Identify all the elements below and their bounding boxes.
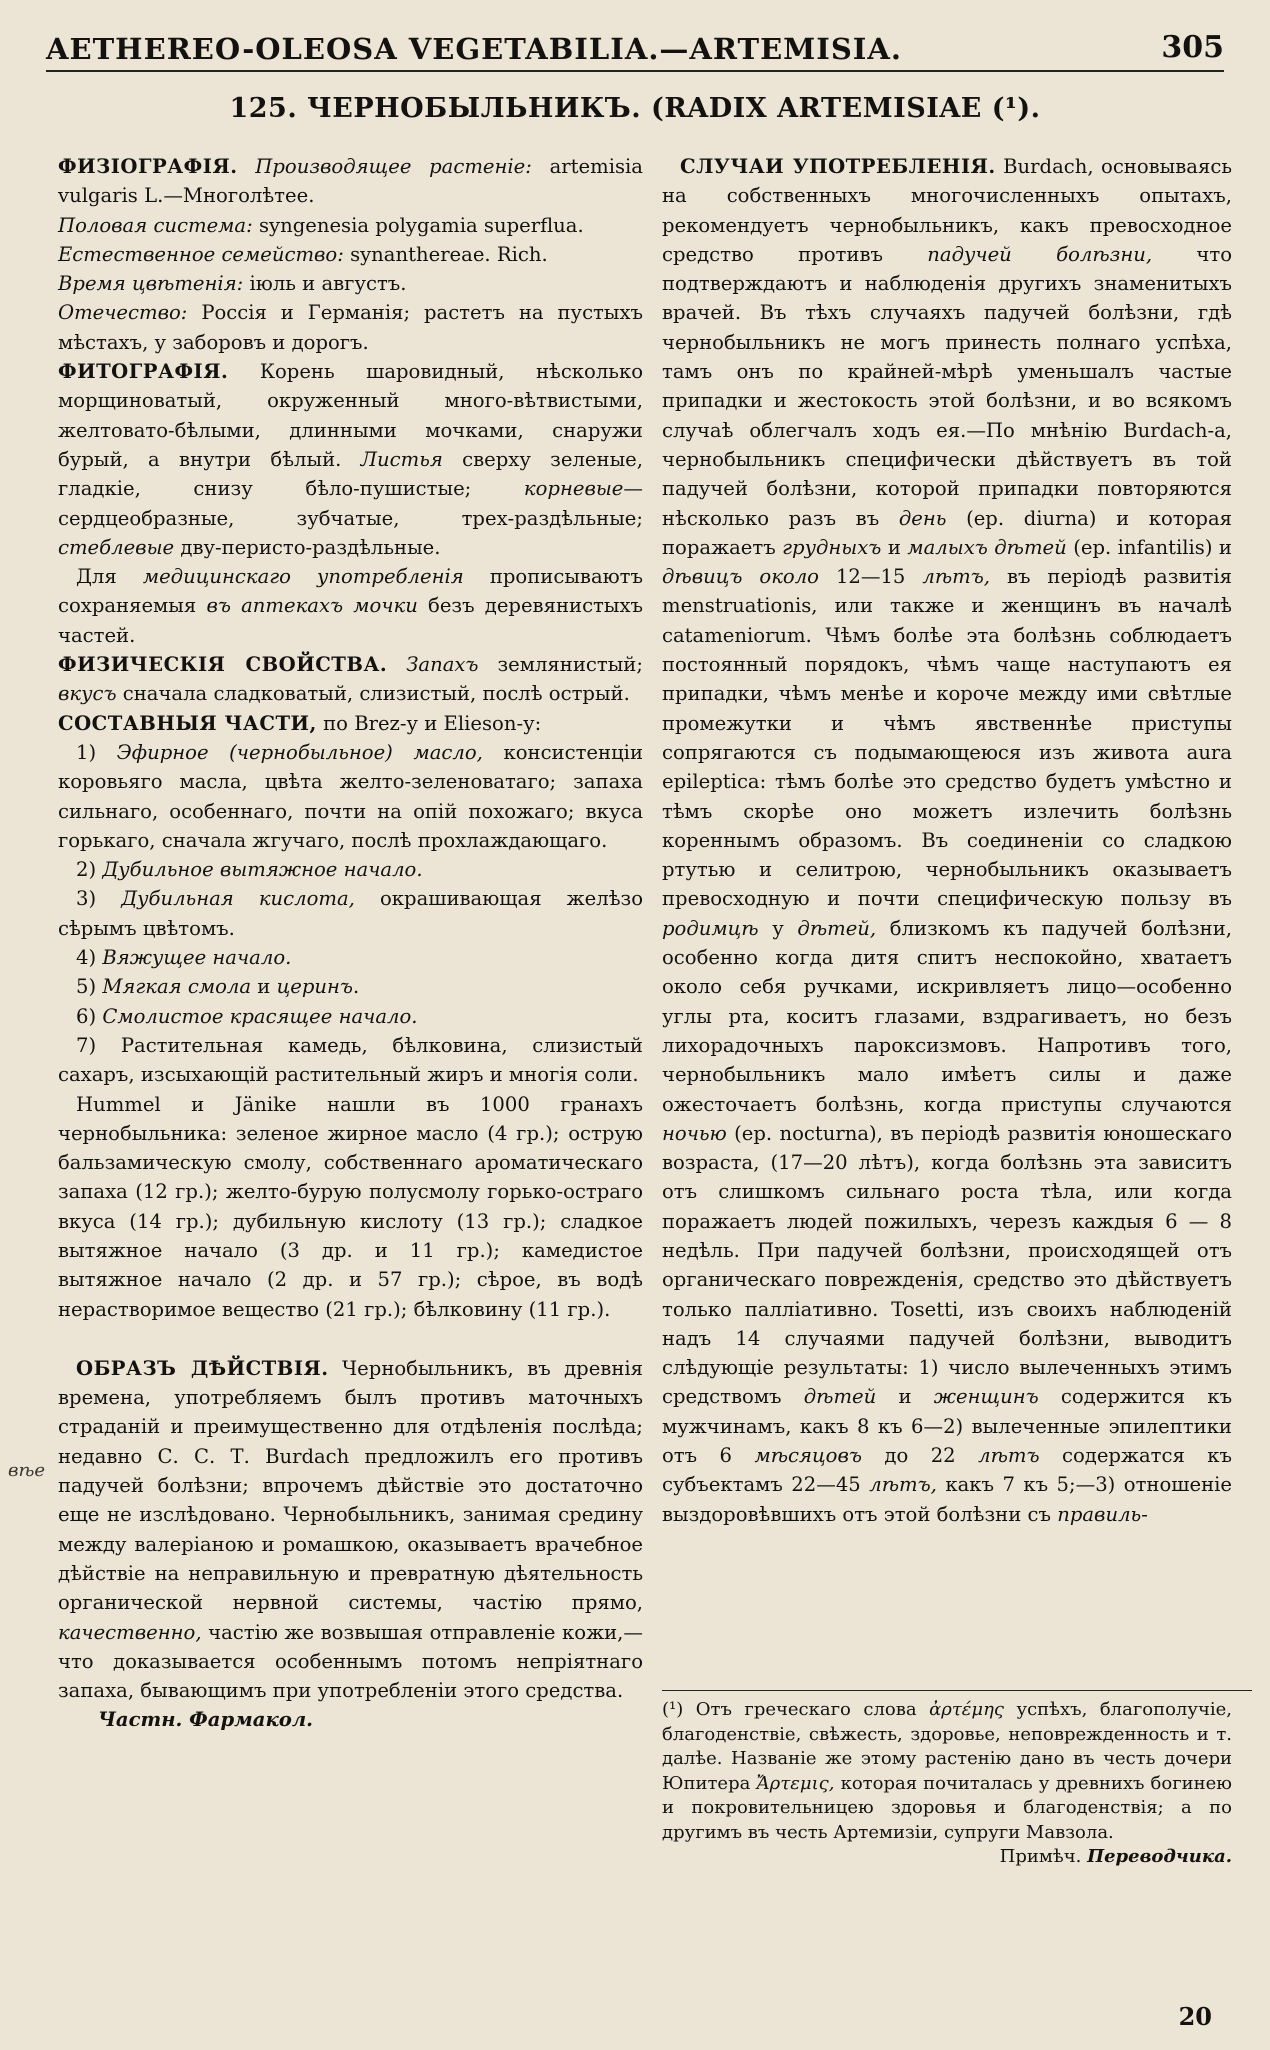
component-2: 2) Дубильное вытяжное начало. — [76, 858, 423, 882]
mode-of-action-paragraph: ОБРАЗЪ ДѢЙСТВІЯ. Чернобыльникъ, въ древнія времена, употребляемъ былъ противъ маточныхъ страданій и преимущественно для отдѣленія послѣда; недавно С. С. Т. Burdach предложилъ его противъ падучей болѣзни; впрочемъ дѣйствіе это достаточно еще не изслѣдовано. Чернобыльникъ, занимая средину между валеріаною и ромашкою, оказываетъ врачебное дѣйствіе на неправильную и превратную дѣятельность органической нервной системы, частію прямо, качественно, частію же возвышая отправленіе кожи,—что доказывается особеннымъ потомъ непріятнаго запаха, бывающимъ при употребленіи этого средства. — [58, 1356, 644, 1703]
composition-paragraph: СОСТАВНЫЯ ЧАСТИ, по Brez-у и Elieson-у: — [58, 711, 542, 735]
sexual-system-paragraph: Половая система: syngenesia polygamia superflua. — [58, 213, 584, 237]
section-heading-cases: СЛУЧАИ УПОТРЕБЛЕНІЯ. — [680, 155, 996, 178]
hummel-analysis-paragraph: Hummel и Jänike нашли въ 1000 гранахъ чернобыльника: зеленое жирное масло (4 гр.); острую бальзамическую смолу, собственнаго ароматическаго запаха (12 гр.); желто-бурую полусмолу горько-остраго вкуса (14 гр.); дубильную кислоту (13 гр.); сладкое вытяжное начало (3 др. и 11 гр.); камедистое вытяжное начало (2 др. и 57 гр.); сѣрое, въ водѣ нерастворимое вещество (21 гр.); бѣлковину (11 гр.). — [58, 1092, 643, 1321]
flowering-paragraph: Время цвѣтенія: іюль и августъ. — [58, 272, 407, 296]
section-heading-action: ОБРАЗЪ ДѢЙСТВІЯ. — [76, 1356, 329, 1380]
phytography-paragraph: ФИТОГРАФІЯ. Корень шаровидный, нѣсколько морщиноватый, окруженный много-вѣтвистыми, желтовато-бѣлыми, длинными мочками, снаружи бурый, а внутри бѣлый. Листья сверху зеленые, гладкіе, снизу бѣло-пушистые; корневые—сердцеобразные, зубчатые, трех-раздѣльные; стеблевые дву-перисто-раздѣльные. — [58, 360, 643, 559]
left-signature: Частн. Фармакол. — [98, 1708, 313, 1732]
left-column — [58, 152, 643, 1735]
component-4: 4) Вяжущее начало. — [76, 946, 292, 970]
footnote-rule — [662, 1690, 1252, 1691]
footnote — [662, 1698, 1232, 1870]
sheet-number: 20 — [1178, 2002, 1212, 2031]
section-heading-composition: СОСТАВНЫЯ ЧАСТИ, — [58, 711, 317, 735]
component-5: 5) Мягкая смола и церинъ. — [76, 975, 360, 999]
section-heading-physiography: ФИЗІОГРАФІЯ. — [58, 155, 238, 178]
component-6: 6) Смолистое красящее начало. — [76, 1004, 418, 1028]
section-heading-phytography: ФИТОГРАФІЯ. — [58, 360, 229, 384]
margin-mark: вѣе — [8, 1460, 46, 1481]
family-paragraph: Естественное семейство: synanthereae. Rich. — [58, 242, 548, 266]
article-heading: 125. ЧЕРНОБЫЛЬНИКЪ. (RADIX ARTEMISIAE (¹). — [229, 93, 1041, 124]
cases-of-use-paragraph: СЛУЧАИ УПОТРЕБЛЕНІЯ. Burdach, основываясь на собственныхъ многочисленныхъ опытахъ, рекомендуетъ чернобыльникъ, какъ превосходное средство противъ падучей болѣзни, что подтверждаютъ и наблюденія другихъ знаменитыхъ врачей. Въ тѣхъ случаяхъ падучей болѣзни, гдѣ чернобыльникъ не могъ принесть полнаго успѣха, тамъ онъ по крайней-мѣрѣ уменьшалъ частые припадки и жестокость этой болѣзни, и во всякомъ случаѣ облегчалъ ходъ ея.—По мнѣнію Burdach-а, чернобыльникъ специфически дѣйствуетъ въ той падучей болѣзни, которой припадки повторяются нѣсколько разъ въ день (ep. diurna) и которая поражаетъ грудныхъ и малыхъ дѣтей (ep. infantilis) и дѣвицъ около 12—15 лѣтъ, въ періодѣ развитія menstruationis, или также и женщинъ въ началѣ catameniorum. Чѣмъ болѣе эта болѣзнь соблюдаетъ постоянный порядокъ, чѣмъ чаще наступаютъ ея припадки, чѣмъ менѣе и короче между ими свѣтлые промежутки и чѣмъ явственнѣе приступы сопрягаются съ подымающеюся изъ живота aura epileptica: тѣмъ болѣе это средство будетъ умѣстно и тѣмъ скорѣе оно можетъ излечить болѣзнь кореннымъ образомъ. Въ соединеніи со сладкою ртутью и селитрою, чернобыльникъ оказываетъ превосходную и почти специфическую пользу въ родимцѣ у дѣтей, близкомъ къ падучей болѣзни, особенно когда дитя спитъ неспокойно, хватаетъ около себя ручками, искривляетъ лицо—особенно углы рта, коситъ глазами, вздрагиваетъ, но безъ лихорадочныхъ пароксизмовъ. Напротивъ того, чернобыльникъ мало имѣетъ силы и даже ожесточаетъ болѣзнь, когда приступы случаются ночью (ep. nocturna), въ періодѣ развитія юношескаго возраста, (17—20 лѣтъ), когда болѣзнь эта зависитъ отъ слишкомъ сильнаго роста тѣла, или когда поражаетъ людей пожилыхъ, черезъ каждыя 6 — 8 недѣль. При падучей болѣзни, происходящей отъ органическаго поврежденія, средство это дѣйствуетъ только палліативно. Tosetti, изъ своихъ наблюденій надъ 14 случаями падучей болѣзни, выводитъ слѣдующіе результаты: 1) число вылеченныхъ этимъ средствомъ дѣтей и женщинъ содержится къ мужчинамъ, какъ 8 къ 6—2) вылеченные эпилептики отъ 6 мѣсяцовъ до 22 лѣтъ содержатся къ субъектамъ 22—45 лѣтъ, какъ 7 къ 5;—3) отношеніе выздоровѣвшихъ отъ этой болѣзни съ правиль- — [662, 155, 1233, 1526]
component-3: 3) Дубильная кислота, окрашивающая желѣзо сѣрымъ цвѣтомъ. — [58, 887, 643, 940]
component-7: 7) Растительная камедь, бѣлковина, слизистый сахаръ, изсыхающій растительный жиръ и многія соли. — [58, 1033, 643, 1087]
physiography-paragraph: ФИЗІОГРАФІЯ. Производящее растеніе: artemisia vulgaris L.—Многолѣтее. — [58, 155, 643, 208]
running-head — [46, 30, 1224, 72]
greek-word: ἀρτέμης — [929, 1699, 1004, 1720]
section-heading-physical: ФИЗИЧЕСКІЯ СВОЙСТВА. — [58, 653, 388, 677]
greek-name: Ἄρτεμις, — [756, 1772, 835, 1794]
page-number: 305 — [1161, 30, 1224, 65]
footnote-signature: Примѣч. Переводчика. — [999, 1846, 1232, 1867]
component-1: 1) Эфирное (чернобыльное) масло, консистенціи коровьяго масла, цвѣта желто-зеленоватаго; запаха сильнаго, особеннаго, почти на опій похожаго; вкуса горькаго, сначала жгучаго, послѣ прохлаждающаго. — [58, 740, 644, 852]
right-column — [662, 152, 1232, 1529]
medical-use-paragraph: Для медицинскаго употребленія прописываютъ сохраняемыя въ аптекахъ мочки безъ деревянистыхъ частей. — [58, 565, 643, 647]
homeland-paragraph: Отечество: Россія и Германія; растетъ на пустыхъ мѣстахъ, у заборовъ и дорогъ. — [58, 301, 643, 354]
physical-properties-paragraph: ФИЗИЧЕСКІЯ СВОЙСТВА. Запахъ землянистый; вкусъ сначала сладковатый, слизистый, послѣ острый. — [58, 653, 643, 706]
running-head-title: AETHEREO-OLEOSA VEGETABILIA.—ARTEMISIA. — [46, 32, 902, 66]
footnote-text: (¹) Отъ греческаго слова ἀρτέμης успѣхъ, благополучіе, благоденствіе, свѣжесть, здоровье, неповрежденность и т. далѣе. Названіе же этому растенію дано въ честь дочери Юпитера Ἄρτεμις, которая почиталась у древнихъ богинею и покровительницею здоровья и благоденствія; а по другимъ въ честь Артемизіи, супруги Мавзола. — [662, 1699, 1232, 1843]
